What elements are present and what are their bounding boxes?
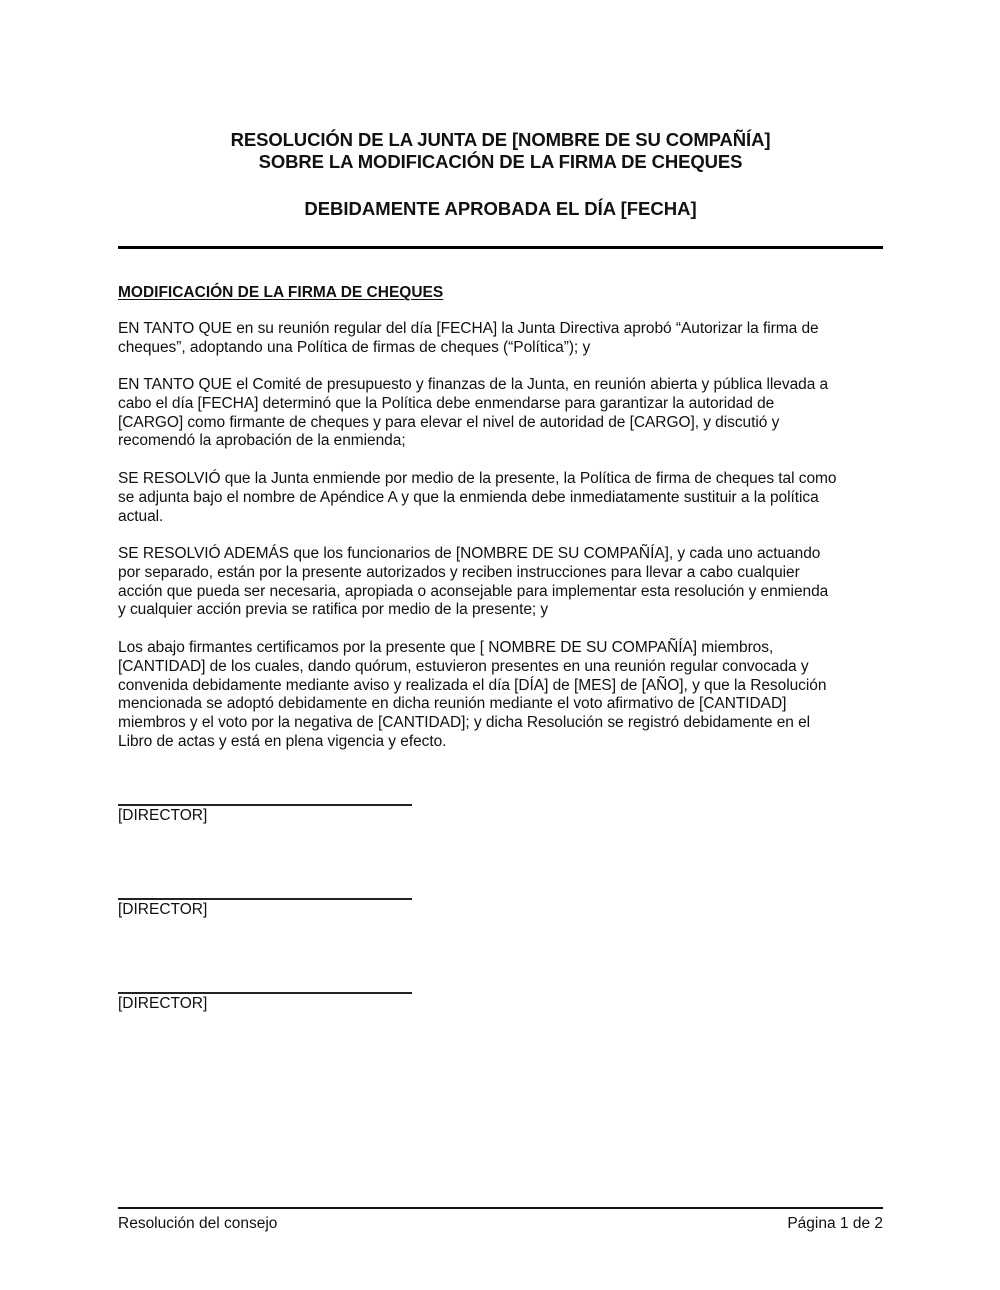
signature-block-1 [118,804,412,825]
paragraph-whereas-1: EN TANTO QUE en su reunión regular del día [FECHA] la Junta Directiva aprobó “Autorizar la firma de cheques”, adoptando una Política de firmas de cheques (“Política”); y [118,320,819,356]
signature-label: [DIRECTOR] [118,901,208,918]
header-divider [118,246,883,249]
title-line-1: RESOLUCIÓN DE LA JUNTA DE [NOMBRE DE SU COMPAÑÍA] [230,129,771,150]
footer-document-name: Resolución del consejo [118,1215,278,1232]
title-line-2: SOBRE LA MODIFICACIÓN DE LA FIRMA DE CHEQUES [258,151,743,172]
signature-line [118,898,412,900]
document-title [118,129,883,173]
signature-block-2 [118,898,412,919]
paragraph-resolved-2: SE RESOLVIÓ ADEMÁS que los funcionarios de [NOMBRE DE SU COMPAÑÍA], y cada uno actuando por separado, están por la presente autorizados y reciben instrucciones para llevar a cabo cualquier acción que pueda ser necesaria, apropiada o aconsejable para implementar esta resolución y enmienda y cualquier acción previa se ratifica por medio de la presente; y [118,545,829,619]
signature-label: [DIRECTOR] [118,995,208,1012]
signature-line [118,804,412,806]
document-subtitle: DEBIDAMENTE APROBADA EL DÍA [FECHA] [304,198,697,219]
paragraph-certification: Los abajo firmantes certificamos por la presente que [ NOMBRE DE SU COMPAÑÍA] miembros, [CANTIDAD] de los cuales, dando quórum, estuvieron presentes en una reunión regular convocada y convenida debidamente mediante aviso y realizada el día [DÍA] de [MES] de [AÑO], y que la Resolución mencionada se adoptó debidamente en dicha reunión mediante el voto afirmativo de [CANTIDAD] miembros y el voto por la negativa de [CANTIDAD]; y dicha Resolución se registró debidamente en el Libro de actas y está en plena vigencia y efecto. [118,639,827,750]
signature-block-3 [118,992,412,1013]
paragraph-resolved-1: SE RESOLVIÓ que la Junta enmiende por medio de la presente, la Política de firma de cheques tal como se adjunta bajo el nombre de Apéndice A y que la enmienda debe inmediatamente sustituir a la política actual. [118,470,837,525]
signature-label: [DIRECTOR] [118,807,208,824]
paragraph-whereas-2: EN TANTO QUE el Comité de presupuesto y finanzas de la Junta, en reunión abierta y pública llevada a cabo el día [FECHA] determinó que la Política debe enmendarse para garantizar la autoridad de [CARGO] como firmante de cheques y para elevar el nivel de autoridad de [CARGO], y discutió y recomendó la aprobación de la enmienda; [118,376,829,450]
section-heading: MODIFICACIÓN DE LA FIRMA DE CHEQUES [118,284,444,301]
footer-page-number: Página 1 de 2 [787,1215,883,1232]
signature-line [118,992,412,994]
footer-divider [118,1207,883,1209]
